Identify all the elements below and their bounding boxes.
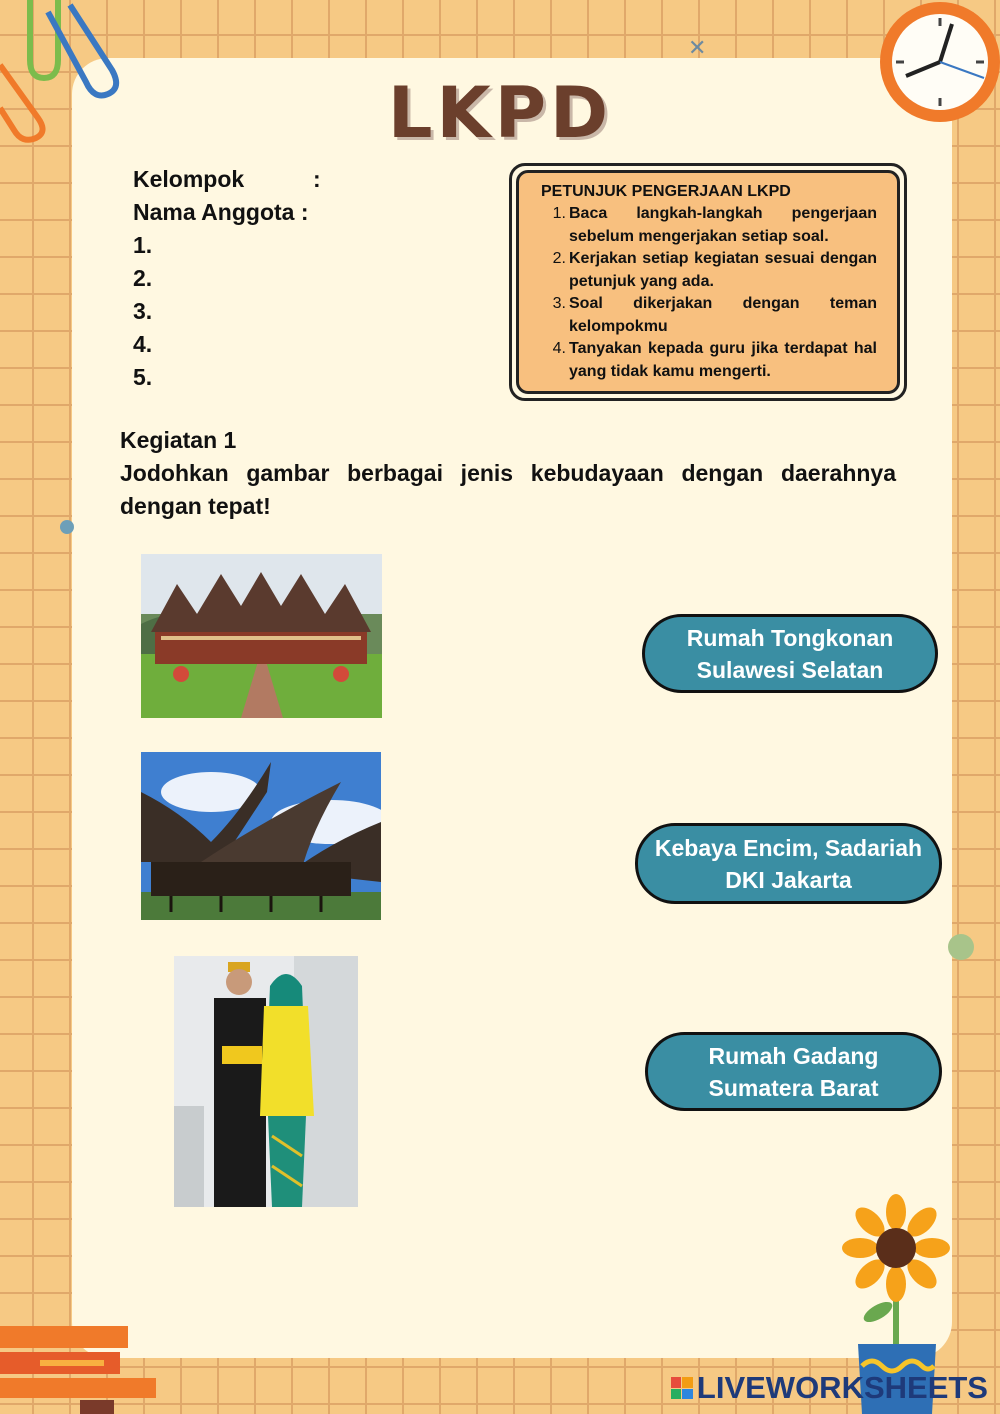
answer-line: DKI Jakarta <box>725 866 852 893</box>
item-number: 1. <box>552 205 566 222</box>
item-text: Soal dikerjakan dengan teman kelompokmu <box>569 295 877 335</box>
list-item <box>541 248 877 293</box>
kelompok-label: Kelompok <box>133 166 245 192</box>
tongkonan-photo[interactable] <box>141 752 381 920</box>
instructions-title: PETUNJUK PENGERJAAN LKPD <box>541 183 791 200</box>
liveworksheets-logo[interactable] <box>671 1370 988 1406</box>
activity-heading: Kegiatan 1 <box>120 427 237 453</box>
answer-line: Kebaya Encim, Sadariah <box>654 834 923 861</box>
footer-brand: LIVEWORKSHEETS <box>696 1370 988 1405</box>
activity-section <box>120 424 896 523</box>
answer-option-gadang[interactable] <box>645 1032 942 1111</box>
member-number: 5. <box>133 364 153 390</box>
dot-decoration <box>948 934 974 960</box>
cross-mark-icon: ✕ <box>688 36 707 61</box>
answer-option-tongkonan[interactable] <box>642 614 938 693</box>
item-number: 4. <box>552 340 566 357</box>
kebaya-photo[interactable] <box>174 956 358 1207</box>
answer-line: Rumah Gadang <box>708 1042 879 1069</box>
books-decoration <box>0 1326 128 1414</box>
instructions-list <box>541 203 877 383</box>
item-text: Kerjakan setiap kegiatan sesuai dengan petunjuk yang ada. <box>569 250 877 290</box>
page-title: LKPD <box>387 72 613 154</box>
answer-line: Sumatera Barat <box>708 1074 879 1101</box>
list-item <box>541 338 877 383</box>
item-number: 3. <box>552 295 566 312</box>
list-item <box>541 293 877 338</box>
member-number: 2. <box>133 265 153 291</box>
item-number: 2. <box>552 250 566 267</box>
answer-option-kebaya[interactable] <box>635 823 942 904</box>
answer-line: Sulawesi Selatan <box>696 656 884 683</box>
member-number: 3. <box>133 298 153 324</box>
identity-block <box>133 163 321 394</box>
activity-instruction: Jodohkan gambar berbagai jenis kebudayaan dengan daerahnya dengan tepat! <box>120 460 896 519</box>
instructions-box <box>509 163 907 401</box>
item-text: Tanyakan kepada guru jika terdapat hal yang tidak kamu mengerti. <box>569 340 877 380</box>
answer-line: Rumah Tongkonan <box>686 624 894 651</box>
liveworksheets-mark-icon <box>671 1377 693 1399</box>
item-text: Baca langkah-langkah pengerjaan sebelum mengerjakan setiap soal. <box>569 205 877 245</box>
kelompok-colon: : <box>313 166 321 192</box>
dot-decoration <box>60 520 74 534</box>
anggota-label: Nama Anggota : <box>133 199 309 225</box>
member-number: 1. <box>133 232 153 258</box>
list-item <box>541 203 877 248</box>
rumah-gadang-photo[interactable] <box>141 554 382 718</box>
member-number: 4. <box>133 331 153 357</box>
